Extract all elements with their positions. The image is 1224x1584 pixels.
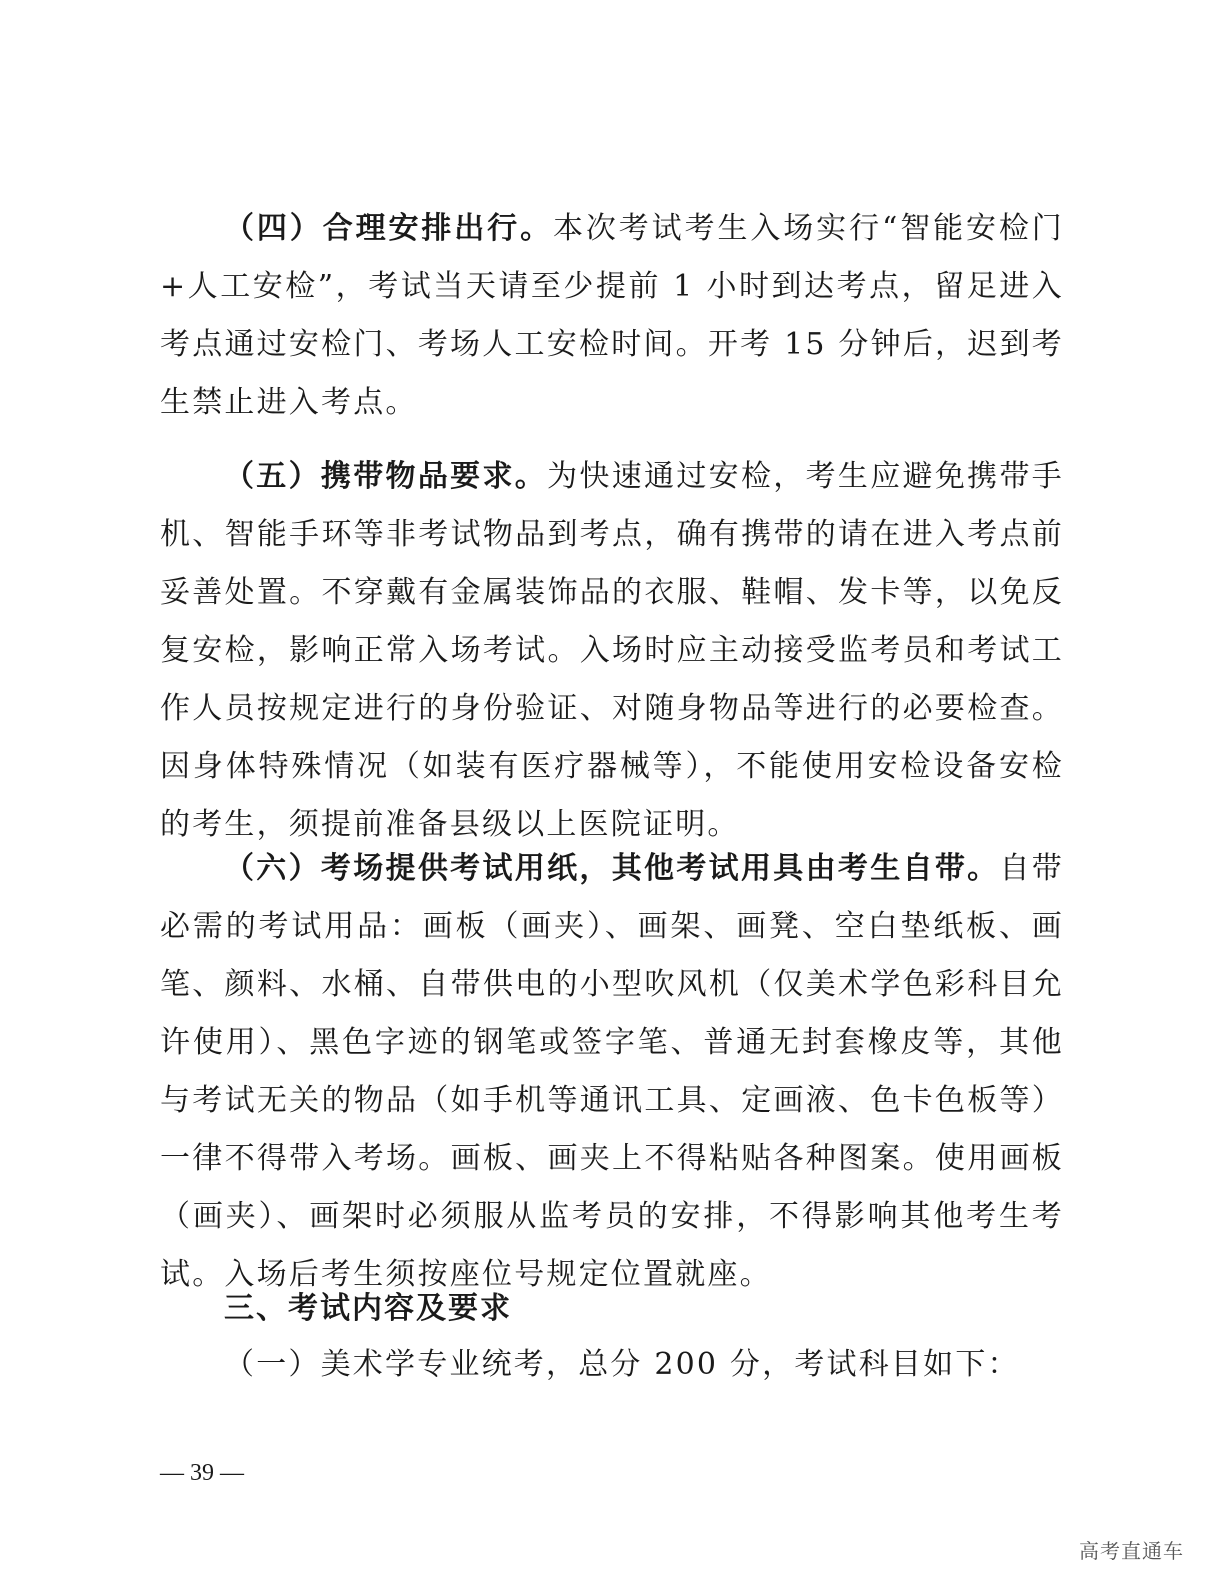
paragraph-body: 为快速通过安检，考生应避免携带手机、智能手环等非考试物品到考点，确有携带的请在进入考点前妥善处置。不穿戴有金属装饰品的衣服、鞋帽、发卡等，以免反复安检，影响正常入场考试。入场时应主动接受监考员和考试工作人员按规定进行的身份验证、对随身物品等进行的必要检查。因身体特殊情况（如装有医疗器械等），不能使用安检设备安检的考生，须提前准备县级以上医院证明。	[160, 459, 1065, 842]
paragraph-exam-supplies	[160, 840, 1064, 1304]
subsection-heading: （一）美术学专业统考，总分 200 分，考试科目如下：	[224, 1347, 1020, 1382]
section-heading: 三、考试内容及要求	[224, 1291, 512, 1326]
paragraph-body: 自带必需的考试用品：画板（画夹）、画架、画凳、空白垫纸板、画笔、颜料、水桶、自带供电的小型吹风机（仅美术学色彩科目允许使用）、黑色字迹的钢笔或签字笔、普通无封套橡皮等，其他与考试无关的物品（如手机等通讯工具、定画液、色卡色板等）一律不得带入考场。画板、画夹上不得粘贴各种图案。使用画板（画夹）、画架时必须服从监考员的安排，不得影响其他考生考试。入场后考生须按座位号规定位置就座。	[160, 851, 1064, 1292]
page-number: — 39 —	[160, 1460, 244, 1486]
paragraph-lead: （四）合理安排出行。	[224, 211, 553, 246]
watermark: 高考直通车	[1079, 1539, 1184, 1563]
paragraph-travel-arrangement	[160, 200, 1064, 432]
paragraph-lead: （五）携带物品要求。	[224, 459, 548, 494]
paragraph-carried-items	[160, 448, 1064, 854]
paragraph-lead: （六）考场提供考试用纸，其他考试用具由考生自带。	[224, 851, 1000, 886]
paragraph-body: 本次考试考生入场实行“智能安检门+人工安检”，考试当天请至少提前 1 小时到达考点，留足进入考点通过安检门、考场人工安检时间。开考 15 分钟后，迟到考生禁止进入考点。	[160, 211, 1064, 420]
